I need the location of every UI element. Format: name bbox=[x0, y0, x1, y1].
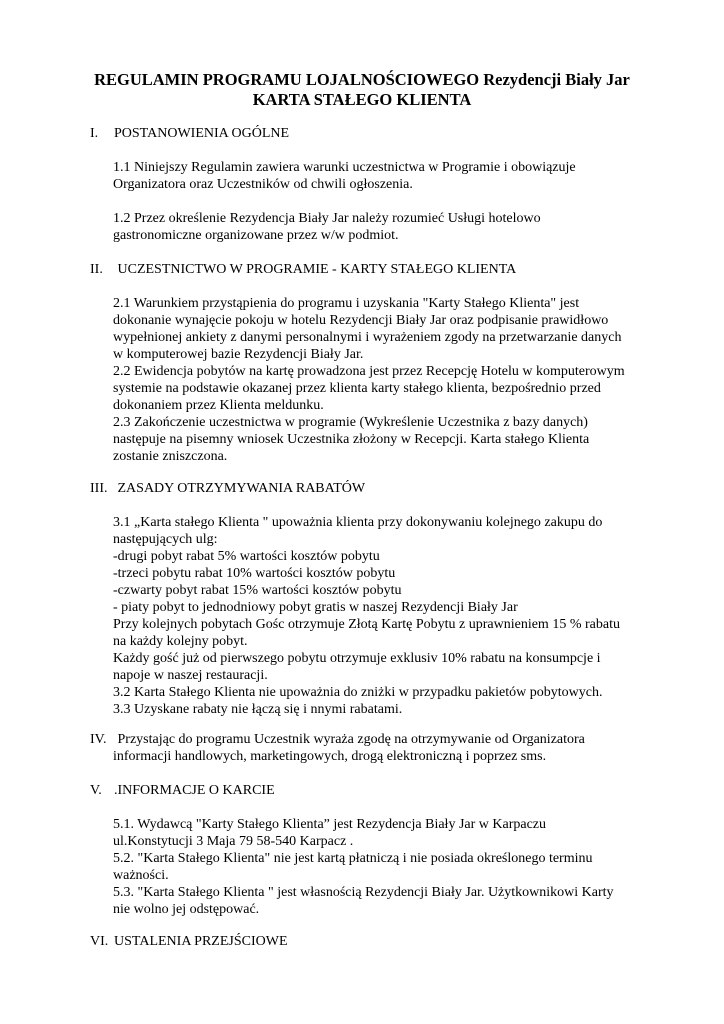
section-number: IV. bbox=[90, 732, 107, 747]
paragraph-1-2 bbox=[113, 210, 653, 244]
text-line: -drugi pobyt rabat 5% wartości kosztów pobytu bbox=[113, 549, 380, 564]
text-line: Organizatora oraz Uczestników od chwili ogłoszenia. bbox=[113, 177, 413, 192]
text-line: dokonaniem przez Klienta meldunku. bbox=[113, 398, 324, 413]
text-line: zostanie zniszczona. bbox=[113, 449, 228, 464]
title-line-1: REGULAMIN PROGRAMU LOJALNOŚCIOWEGO Rezydencji Biały Jar bbox=[94, 70, 630, 89]
text-line: 2.2 Ewidencja pobytów na kartę prowadzona jest przez Recepcję Hotelu w komputerowym bbox=[113, 364, 625, 379]
text-line: gastronomiczne organizowane przez w/w podmiot. bbox=[113, 228, 399, 243]
section-title: ZASADY OTRZYMYWANIA RABATÓW bbox=[114, 481, 366, 496]
section-number: II. bbox=[90, 262, 103, 277]
text-line: Przy kolejnych pobytach Gośc otrzymuje Złotą Kartę Pobytu z uprawnieniem 15 % rabatu bbox=[113, 617, 620, 632]
text-line: 1.1 Niniejszy Regulamin zawiera warunki uczestnictwa w Programie i obowiązuje bbox=[113, 160, 576, 175]
text-line: 3.3 Uzyskane rabaty nie łączą się i nnymi rabatami. bbox=[113, 702, 403, 717]
section-number: V. bbox=[90, 783, 102, 798]
paragraph-3 bbox=[113, 514, 653, 718]
section-number: I. bbox=[90, 126, 99, 141]
paragraph-4 bbox=[113, 748, 653, 765]
text-line: 5.3. "Karta Stałego Klienta " jest własnością Rezydencji Biały Jar. Użytkownikowi Karty bbox=[113, 885, 614, 900]
section-title: UCZESTNICTWO W PROGRAMIE - KARTY STAŁEGO KLIENTA bbox=[114, 262, 517, 277]
text-line: 5.2. "Karta Stałego Klienta" nie jest kartą płatniczą i nie posiada określonego terminu bbox=[113, 851, 593, 866]
text-line: Każdy gość już od pierwszego pobytu otrzymuje exklusiv 10% rabatu na konsumpcje i bbox=[113, 651, 601, 666]
text-line: w komputerowej bazie Rezydencji Biały Jar. bbox=[113, 347, 364, 362]
section-number: III. bbox=[90, 481, 108, 496]
text-line: -trzeci pobytu rabat 10% wartości kosztów pobytu bbox=[113, 566, 396, 581]
text-line: 3.1 „Karta stałego Klienta " upoważnia klienta przy dokonywaniu kolejnego zakupu do bbox=[113, 515, 603, 530]
paragraph-2 bbox=[113, 295, 653, 465]
paragraph-1-1 bbox=[113, 159, 653, 193]
text-line: 3.2 Karta Stałego Klienta nie upoważnia do zniżki w przypadku pakietów pobytowych. bbox=[113, 685, 603, 700]
text-line: 2.3 Zakończenie uczestnictwa w programie (Wykreślenie Uczestnika z bazy danych) bbox=[113, 415, 588, 430]
text-line: 1.2 Przez określenie Rezydencja Biały Jar należy rozumieć Usługi hotelowo bbox=[113, 211, 541, 226]
text-line: 5.1. Wydawcą "Karty Stałego Klienta” jest Rezydencja Biały Jar w Karpaczu bbox=[113, 817, 547, 832]
text-line: dokonanie wynajęcie pokoju w hotelu Rezydencji Biały Jar oraz podpisanie prawidłowo bbox=[113, 313, 609, 328]
section-2-heading bbox=[90, 261, 516, 278]
text-line: -czwarty pobyt rabat 15% wartości kosztów pobytu bbox=[113, 583, 402, 598]
text-line: wypełnionej ankiety z danymi personalnymi i wyrażeniem zgody na przetwarzanie danych bbox=[113, 330, 622, 345]
text-line: następuje na pisemny wniosek Uczestnika złożony w Recepcji. Karta stałego Klienta bbox=[113, 432, 590, 447]
text-line: 2.1 Warunkiem przystąpienia do programu i uzyskania "Karty Stałego Klienta" jest bbox=[113, 296, 580, 311]
text-line: na każdy kolejny pobyt. bbox=[113, 634, 248, 649]
section-5-heading bbox=[90, 782, 275, 799]
text-line: informacji handlowych, marketingowych, drogą elektroniczną i poprzez sms. bbox=[113, 749, 547, 764]
section-title: USTALENIA PRZEJŚCIOWE bbox=[114, 934, 288, 949]
title-line-2: KARTA STAŁEGO KLIENTA bbox=[252, 90, 472, 109]
section-title: .INFORMACJE O KARCIE bbox=[114, 783, 275, 798]
section-1-heading bbox=[90, 125, 289, 142]
text-line: nie wolno jej odstępować. bbox=[113, 902, 260, 917]
section-3-heading bbox=[90, 480, 365, 497]
text-line: następujących ulg: bbox=[113, 532, 218, 547]
text-line: napoje w naszej restauracji. bbox=[113, 668, 268, 683]
section-4-heading bbox=[90, 731, 585, 748]
paragraph-5 bbox=[113, 816, 653, 918]
section-title: Przystając do programu Uczestnik wyraża zgodę na otrzymywanie od Organizatora bbox=[114, 732, 585, 747]
text-line: - piaty pobyt to jednodniowy pobyt gratis w naszej Rezydencji Biały Jar bbox=[113, 600, 518, 615]
text-line: ważności. bbox=[113, 868, 169, 883]
section-number: VI. bbox=[90, 934, 109, 949]
section-title: POSTANOWIENIA OGÓLNE bbox=[114, 126, 290, 141]
text-line: ul.Konstytucji 3 Maja 79 58-540 Karpacz . bbox=[113, 834, 354, 849]
document-title bbox=[0, 70, 724, 110]
section-6-heading bbox=[90, 933, 288, 950]
text-line: systemie na podstawie okazanej przez klienta karty stałego klienta, bezpośrednio przed bbox=[113, 381, 601, 396]
